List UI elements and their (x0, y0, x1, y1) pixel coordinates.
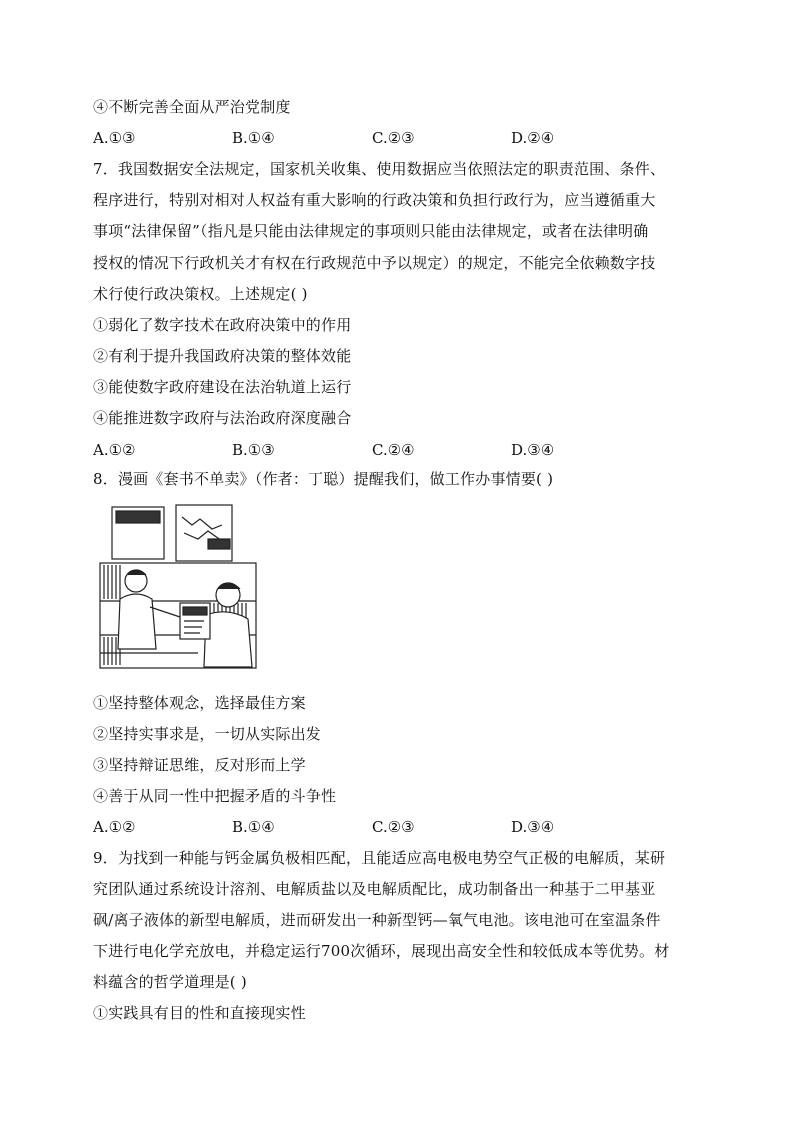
q9-stem-line-2: 究团队通过系统设计溶剂、电解质盐以及电解质配比，成功制备出一种基于二甲基亚 (93, 880, 656, 898)
q7-option-c[interactable]: C.②④ (372, 441, 415, 459)
q9-stem-line-1: 9．为找到一种能与钙金属负极相匹配，且能适应高电极电势空气正极的电解质，某研 (93, 849, 666, 867)
q6-option-a[interactable]: A.①③ (93, 129, 136, 147)
cartoon-image (98, 503, 258, 673)
q7-option-a[interactable]: A.①② (93, 441, 136, 459)
q7-statement-4: ④能推进数字政府与法治政府深度融合 (93, 409, 352, 427)
q8-option-b[interactable]: B.①④ (232, 818, 275, 836)
q8-statement-1: ①坚持整体观念，选择最佳方案 (93, 694, 306, 712)
q7-statement-3: ③能使数字政府建设在法治轨道上运行 (93, 378, 352, 396)
q8-statement-3: ③坚持辩证思维，反对形而上学 (93, 756, 306, 774)
q8-stem: 8．漫画《套书不单卖》（作者：丁聪）提醒我们，做工作办事情要( ) (93, 470, 554, 488)
q7-statement-1: ①弱化了数字技术在政府决策中的作用 (93, 316, 352, 334)
q7-stem-line-1: 7．我国数据安全法规定，国家机关收集、使用数据应当依照法定的职责范围、条件、 (93, 160, 666, 178)
q8-statement-4: ④善于从同一性中把握矛盾的斗争性 (93, 787, 337, 805)
q9-stem-line-3: 砜/离子液体的新型电解质，进而研发出一种新型钙—氧气电池。该电池可在室温条件 (93, 911, 661, 929)
q6-statement-4: ④不断完善全面从严治党制度 (93, 98, 291, 116)
q6-option-d[interactable]: D.②④ (511, 129, 555, 147)
q7-stem-line-3: 事项“法律保留”（指凡是只能由法律规定的事项则只能由法律规定，或者在法律明确 (93, 222, 649, 240)
q8-option-a[interactable]: A.①② (93, 818, 136, 836)
q7-statement-2: ②有利于提升我国政府决策的整体效能 (93, 347, 352, 365)
q7-stem-line-5: 术行使行政决策权。上述规定( ) (93, 285, 308, 303)
q6-option-c[interactable]: C.②③ (372, 129, 415, 147)
q6-option-b[interactable]: B.①④ (232, 129, 275, 147)
q8-option-d[interactable]: D.③④ (511, 818, 555, 836)
q7-option-b[interactable]: B.①③ (232, 441, 275, 459)
q8-option-c[interactable]: C.②③ (372, 818, 415, 836)
q7-stem-line-2: 程序进行，特别对相对人权益有重大影响的行政决策和负担行政行为，应当遵循重大 (93, 191, 656, 209)
q9-statement-1: ①实践具有目的性和直接现实性 (93, 1004, 306, 1022)
q7-stem-line-4: 授权的情况下行政机关才有权在行政规范中予以规定）的规定，不能完全依赖数字技 (93, 254, 656, 272)
q9-stem-line-5: 料蕴含的哲学道理是( ) (93, 973, 247, 991)
q8-statement-2: ②坚持实事求是，一切从实际出发 (93, 725, 322, 743)
q7-option-d[interactable]: D.③④ (511, 441, 555, 459)
q9-stem-line-4: 下进行电化学充放电，并稳定运行700次循环，展现出高安全性和较低成本等优势。材 (93, 942, 670, 960)
